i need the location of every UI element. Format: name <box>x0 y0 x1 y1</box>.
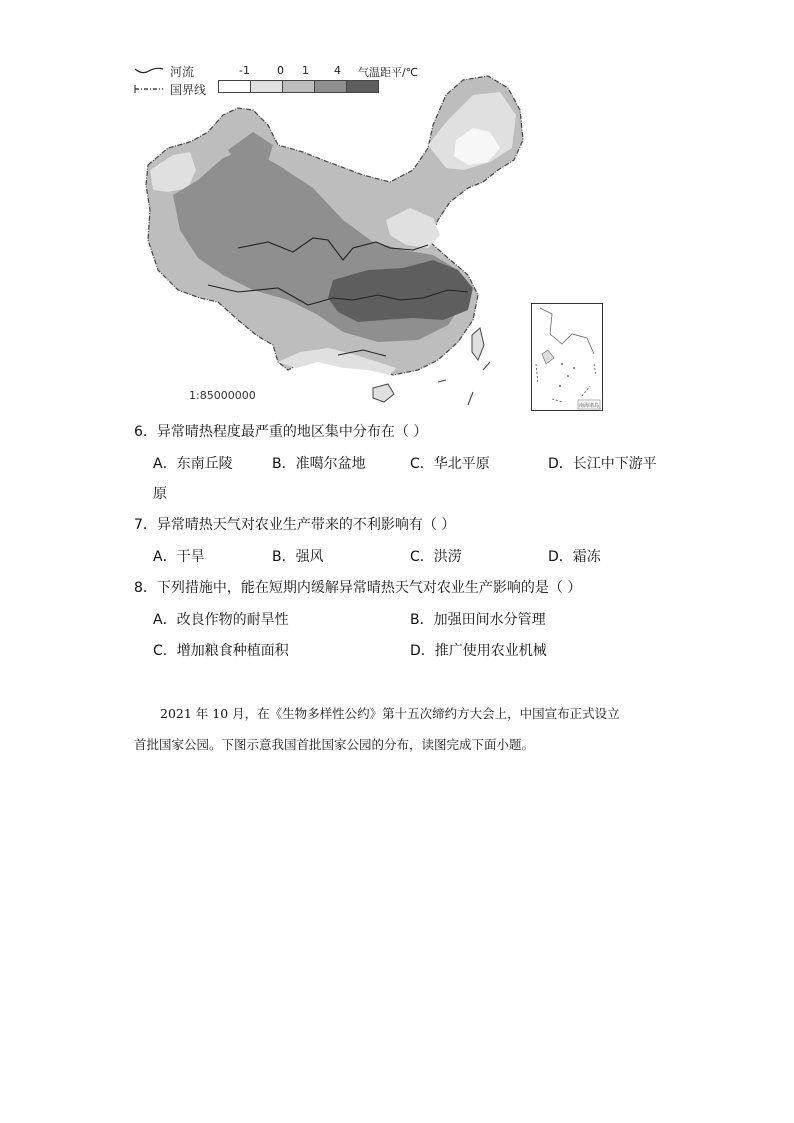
hainan-island <box>373 384 394 402</box>
inset-map <box>532 304 602 410</box>
taiwan-island <box>472 328 484 360</box>
question-7-option-b[interactable]: B．强风 <box>272 549 324 565</box>
scale-tick: -1 <box>239 64 250 77</box>
scale-tick: 0 <box>277 64 284 77</box>
question-6-option-b[interactable]: B．准噶尔盆地 <box>272 456 366 472</box>
scale-tick: 4 <box>334 64 341 77</box>
china-temperature-anomaly-map <box>128 70 528 410</box>
question-8-option-d[interactable]: D．推广使用农业机械 <box>410 643 547 659</box>
legend-river-label: 河流 <box>170 64 195 79</box>
passage-line-2: 首批国家公园。下图示意我国首批国家公园的分布，读图完成下面小题。 <box>134 737 535 752</box>
scale-unit-label: 气温距平/℃ <box>358 66 419 79</box>
question-6-option-a[interactable]: A．东南丘陵 <box>153 456 233 472</box>
passage-line-1: 2021 年 10 月，在《生物多样性公约》第十五次缔约方大会上，中国宣布正式设立 <box>160 706 620 721</box>
question-6-option-c[interactable]: C．华北平原 <box>410 456 490 472</box>
question-8-stem: 8．下列措施中，能在短期内缓解异常晴热天气对农业生产影响的是（ ） <box>134 580 582 596</box>
scale-tick: 1 <box>302 64 309 77</box>
question-6-stem: 6．异常晴热程度最严重的地区集中分布在（ ） <box>134 424 428 440</box>
question-8-option-a[interactable]: A．改良作物的耐旱性 <box>153 612 289 628</box>
legend-border-label: 国界线 <box>170 82 207 97</box>
question-8-option-b[interactable]: B．加强田间水分管理 <box>410 612 546 628</box>
question-7-option-c[interactable]: C．洪涝 <box>410 549 462 565</box>
inset-caption: 南海诸岛 <box>579 403 600 409</box>
question-7-option-d[interactable]: D．霜冻 <box>548 549 601 565</box>
question-6-option-d[interactable]: D．长江中下游平 <box>548 456 657 472</box>
question-7-stem: 7．异常晴热天气对农业生产带来的不利影响有（ ） <box>134 517 456 533</box>
maritime-boundary <box>438 362 490 405</box>
south-china-sea-inset <box>531 303 603 411</box>
question-7-option-a[interactable]: A．干旱 <box>153 549 205 565</box>
question-6-option-d-wrap[interactable]: 原 <box>153 486 167 502</box>
map-scale-text: 1:85000000 <box>189 389 256 402</box>
question-8-option-c[interactable]: C．增加粮食种植面积 <box>153 643 289 659</box>
